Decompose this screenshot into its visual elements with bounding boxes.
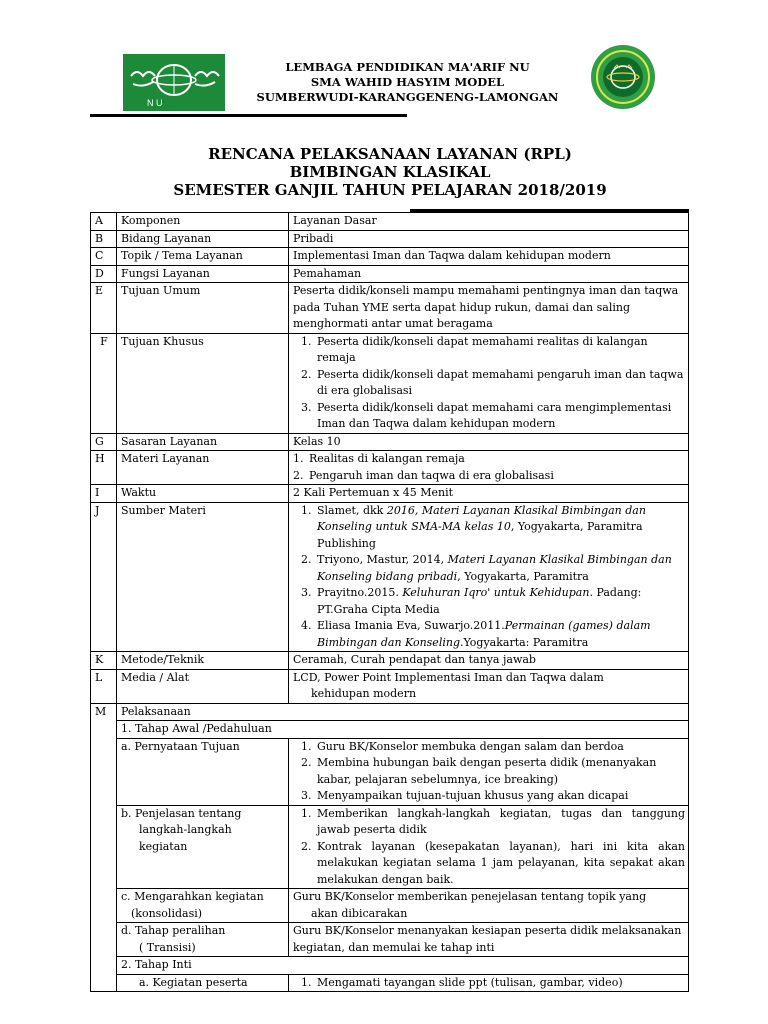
stage-heading: 1. Tahap Awal /Pedahuluan — [117, 721, 689, 739]
table-row — [91, 451, 689, 485]
row-value — [289, 502, 689, 652]
list-item: 3. Menyampaikan tujuan-tujuan khusus yang akan dicapai — [315, 788, 685, 805]
title-line: RENCANA PELAKSANAAN LAYANAN (RPL) — [208, 145, 572, 163]
ref-author: Triyono, Mastur, 2014, — [317, 553, 448, 566]
label-line: (konsolidasi) — [131, 906, 203, 920]
ref-title: Materi Layanan Klasikal Bimbingan dan Konseling bidang pribadi — [317, 553, 672, 583]
activity-value — [289, 738, 689, 805]
row-label: Tujuan Khusus — [117, 333, 289, 433]
ref-title: Permainan (games) dalam Bimbingan dan Konseling — [317, 619, 651, 649]
row-value: Ceramah, Curah pendapat dan tanya jawab — [289, 652, 689, 670]
label-line: ( Transisi) — [139, 940, 196, 954]
activity-label: a. Pernyataan Tujuan — [117, 738, 289, 805]
table-row — [91, 248, 689, 266]
table-row — [91, 433, 689, 451]
row-value: 2 Kali Pertemuan x 45 Menit — [289, 485, 689, 503]
row-code: I — [91, 485, 117, 503]
table-row — [91, 485, 689, 503]
table-row — [91, 652, 689, 670]
row-value — [289, 451, 689, 485]
rpl-table — [90, 212, 689, 992]
row-label: Topik / Tema Layanan — [117, 248, 289, 266]
list-item: 3. Peserta didik/konseli dapat memahami cara mengimplementasi Iman dan Taqwa dalam kehidupan modern — [315, 400, 685, 433]
list-item — [315, 618, 685, 651]
row-code: J — [91, 502, 117, 652]
ref-author: Eliasa Imania Eva, Suwarjo.2011. — [317, 619, 505, 632]
row-code: M — [91, 703, 117, 992]
institution-line: SUMBERWUDI-KARANGGENENG-LAMONGAN — [256, 90, 559, 104]
table-row — [91, 923, 689, 957]
table-row — [91, 957, 689, 975]
value-line: akan dibicarakan — [311, 906, 408, 920]
row-label: Bidang Layanan — [117, 230, 289, 248]
row-label: Komponen — [117, 213, 289, 231]
activity-value — [289, 889, 689, 923]
stage-heading: 2. Tahap Inti — [117, 957, 689, 975]
activity-label — [117, 889, 289, 923]
list-item: 1. Guru BK/Konselor membuka dengan salam dan berdoa — [315, 739, 685, 756]
row-value — [289, 333, 689, 433]
activity-label: a. Kegiatan peserta — [117, 974, 289, 992]
institution-line: LEMBAGA PENDIDIKAN MA'ARIF NU — [285, 60, 530, 74]
row-label: Waktu — [117, 485, 289, 503]
label-line: kegiatan — [139, 839, 188, 853]
value-line: Guru BK/Konselor memberikan penejelasan tentang topik yang — [293, 890, 647, 903]
nu-logo-icon — [123, 54, 225, 111]
media-line: kehidupan modern — [311, 687, 417, 700]
institution-line: SMA WAHID HASYIM MODEL — [310, 75, 505, 89]
row-code: C — [91, 248, 117, 266]
list-item: 2. Kontrak layanan (kesepakatan layanan), hari ini kita akan melakukan kegiatan selama 1 jam pelayanan, kita sepakat akan melakukan dengan baik. — [315, 839, 685, 889]
list-item: 2. Peserta didik/konseli dapat memahami pengaruh iman dan taqwa di era globalisasi — [315, 367, 685, 400]
row-label: Pelaksanaan — [117, 703, 689, 721]
activity-value — [289, 805, 689, 889]
list-item: 1. Peserta didik/konseli dapat memahami realitas di kalangan remaja — [315, 334, 685, 367]
institution-name — [230, 60, 585, 105]
ref-title: 2016, Materi Layanan Klasikal Bimbingan dan Konseling untuk SMA-MA kelas 10 — [317, 503, 646, 533]
label-line: b. Penjelasan tentang — [121, 806, 242, 820]
media-line: LCD, Power Point Implementasi Iman dan Taqwa dalam — [293, 670, 604, 684]
ref-author: Prayitno.2015. — [317, 586, 403, 599]
row-value — [289, 669, 689, 703]
list-item: 2. Pengaruh iman dan taqwa di era globalisasi — [307, 468, 685, 485]
table-row — [91, 265, 689, 283]
activity-label — [117, 805, 289, 889]
row-value: Implementasi Iman dan Taqwa dalam kehidupan modern — [289, 248, 689, 266]
row-code: E — [91, 283, 117, 334]
row-value: Kelas 10 — [289, 433, 689, 451]
table-row — [91, 213, 689, 231]
table-row — [91, 738, 689, 805]
table-row — [91, 805, 689, 889]
svg-text:N U: N U — [147, 98, 163, 108]
table-row — [91, 502, 689, 652]
maarif-nu-seal-icon — [584, 44, 662, 110]
activity-list — [293, 739, 685, 805]
ref-author: Slamet, dkk — [317, 503, 387, 517]
row-code: F — [91, 333, 117, 433]
row-code: A — [91, 213, 117, 231]
ref-publisher: , Yogyakarta, Paramitra — [457, 569, 589, 583]
list-item — [315, 585, 685, 618]
ref-publisher: . Padang: PT.Graha Cipta Media — [317, 586, 642, 616]
table-row — [91, 721, 689, 739]
row-value: Pemahaman — [289, 265, 689, 283]
row-label: Tujuan Umum — [117, 283, 289, 334]
activity-value: Guru BK/Konselor menanyakan kesiapan peserta didik melaksanakan kegiatan, dan memulai ke tahap inti — [289, 923, 689, 957]
activity-label — [117, 923, 289, 957]
header-divider — [90, 114, 407, 117]
table-row — [91, 333, 689, 433]
activity-list — [293, 975, 685, 992]
row-value: Pribadi — [289, 230, 689, 248]
list-item — [315, 552, 685, 585]
activity-value — [289, 974, 689, 992]
sumber-materi-list — [293, 503, 685, 652]
list-item: 2. Membina hubungan baik dengan peserta didik (menanyakan kabar, pelajaran sebelumnya, ice breaking) — [315, 755, 685, 788]
table-row — [91, 889, 689, 923]
ref-publisher: .Yogyakarta: Paramitra — [459, 635, 589, 649]
title-line: BIMBINGAN KLASIKAL — [289, 163, 491, 181]
row-code: L — [91, 669, 117, 703]
row-code: H — [91, 451, 117, 485]
label-line: c. Mengarahkan kegiatan — [121, 890, 264, 903]
row-value: Peserta didik/konseli mampu memahami pentingnya iman dan taqwa pada Tuhan YME serta dapat hidup rukun, damai dan saling menghormati antar umat beragama — [289, 283, 689, 334]
row-code: D — [91, 265, 117, 283]
materi-list — [293, 451, 685, 484]
row-code: K — [91, 652, 117, 670]
list-item: 1. Memberikan langkah-langkah kegiatan, tugas dan tanggung jawab peserta didik — [315, 806, 685, 839]
row-label: Sasaran Layanan — [117, 433, 289, 451]
row-label: Sumber Materi — [117, 502, 289, 652]
row-label: Media / Alat — [117, 669, 289, 703]
document-title — [90, 145, 690, 199]
list-item: 1. Realitas di kalangan remaja — [307, 451, 685, 468]
ref-publisher: , Yogyakarta, Paramitra Publishing — [317, 520, 643, 550]
title-line: SEMESTER GANJIL TAHUN PELAJARAN 2018/2019 — [173, 181, 607, 199]
row-label: Metode/Teknik — [117, 652, 289, 670]
label-line: langkah-langkah — [139, 823, 232, 836]
row-code: B — [91, 230, 117, 248]
row-label: Fungsi Layanan — [117, 265, 289, 283]
table-row — [91, 669, 689, 703]
list-item — [315, 503, 685, 553]
label-line: d. Tahap peralihan — [121, 924, 226, 937]
row-code: G — [91, 433, 117, 451]
row-label: Materi Layanan — [117, 451, 289, 485]
activity-list — [293, 806, 685, 889]
ref-title: Keluhuran Iqro' untuk Kehidupan — [402, 586, 590, 599]
list-item: 1. Mengamati tayangan slide ppt (tulisan, gambar, video) — [315, 975, 685, 992]
table-row — [91, 230, 689, 248]
tujuan-khusus-list — [293, 334, 685, 433]
table-row — [91, 703, 689, 721]
table-row — [91, 974, 689, 992]
row-value: Layanan Dasar — [289, 213, 689, 231]
table-row — [91, 283, 689, 334]
